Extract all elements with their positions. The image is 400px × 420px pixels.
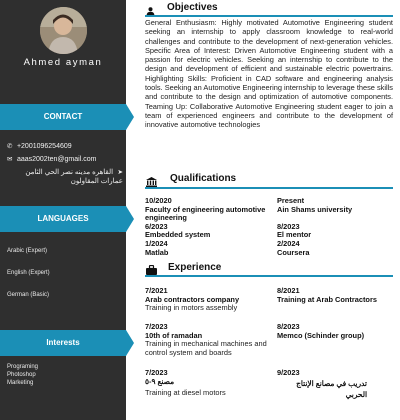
experience-date: 8/2021 bbox=[277, 286, 300, 295]
qualification-title: Ain Shams university bbox=[277, 204, 353, 214]
experience-date: 7/2021 bbox=[145, 286, 168, 295]
language-item: English (Expert) bbox=[7, 270, 50, 276]
experience-left-column bbox=[145, 369, 280, 398]
qualification-date: Present bbox=[277, 196, 305, 205]
address-item bbox=[7, 168, 123, 186]
experience-left-column bbox=[145, 323, 280, 357]
experience-date: 8/2023 bbox=[277, 322, 300, 331]
experience-right-column bbox=[277, 287, 395, 304]
email-icon: ✉ bbox=[7, 156, 13, 163]
qualification-date: 8/2023 bbox=[277, 221, 300, 231]
experience-title: Memco (Schinder group) bbox=[277, 330, 365, 340]
qualifications-divider bbox=[145, 187, 393, 189]
qualification-date: 6/2023 bbox=[145, 221, 168, 231]
experience-title: Arab contractors company bbox=[145, 294, 240, 304]
experience-title: 10th of ramadan bbox=[145, 330, 203, 340]
objectives-divider bbox=[145, 15, 393, 17]
experience-date: 7/2023 bbox=[145, 322, 168, 331]
interest-item: Marketing bbox=[7, 380, 34, 386]
institution-icon bbox=[146, 174, 157, 192]
qualification-title: Matlab bbox=[145, 247, 169, 257]
qualification-title: Embedded system bbox=[145, 230, 211, 240]
interests-list bbox=[7, 363, 38, 387]
experience-date: 7/2023 bbox=[145, 368, 168, 377]
phone-item bbox=[7, 142, 72, 150]
experience-title: Training at Arab Contractors bbox=[277, 294, 377, 304]
qualification-date: 10/2020 bbox=[145, 196, 172, 205]
contact-heading: CONTACT bbox=[0, 104, 126, 130]
experience-date: 9/2023 bbox=[277, 368, 300, 377]
language-item: Arabic (Expert) bbox=[7, 248, 48, 254]
qualification-date: 2/2024 bbox=[277, 238, 300, 248]
experience-right-column bbox=[277, 323, 395, 340]
qualification-title: El mentor bbox=[277, 230, 312, 240]
location-icon: ➤ bbox=[117, 169, 123, 176]
profile-photo bbox=[40, 7, 87, 54]
interest-item: Programing bbox=[7, 364, 39, 370]
qualifications-right-column bbox=[277, 197, 395, 257]
email-item[interactable] bbox=[7, 155, 96, 163]
objectives-heading: Objectives bbox=[167, 2, 218, 13]
phone-text: +2001096254609 bbox=[16, 143, 72, 150]
qualifications-heading: Qualifications bbox=[170, 173, 237, 184]
sidebar bbox=[0, 0, 126, 420]
address-text: القاهره مدينه نصر الحي الثامن عمارات المقاولون bbox=[25, 169, 123, 185]
experience-divider bbox=[145, 275, 393, 277]
experience-description: Training at diesel motors bbox=[145, 388, 226, 398]
qualification-title: Coursera bbox=[277, 247, 310, 257]
email-text[interactable]: aaas2002ten@gmail.com bbox=[16, 156, 97, 163]
profile-name: Ahmed ayman bbox=[23, 57, 103, 68]
objectives-text: General Enthusiasm: Highly motivated Automotive Engineering student seeking an internship to apply classroom knowledge to real-world challenges and contribute to the development of next-generation vehicles. Specific Area of Interest: Driven Automotive Engineering student with a passion for electric vehicles. Seeking an internship to contribute to the design and development of efficient and sustainable electric powertrains. Highlighting Skills: Proficient in CAD software and engineering analysis tools. Seeking an Automotive Engineering internship to leverage these skills and contribute to the design and optimization of automotive components. Teaming Up: Collaborative Automotive Engineering student eager to join a team of experienced engineers and contribute to the development of innovative automotive technologies bbox=[145, 18, 393, 130]
experience-description: Training in motors assembly bbox=[145, 303, 238, 313]
qualification-title: Faculty of engineering automotive engineering bbox=[145, 204, 266, 223]
experience-left-column bbox=[145, 287, 280, 313]
qualifications-left-column bbox=[145, 197, 277, 257]
phone-icon: ✆ bbox=[7, 143, 13, 150]
briefcase-icon bbox=[146, 262, 157, 280]
experience-description: Training in mechanical machines and control system and boards bbox=[145, 339, 267, 357]
experience-right-column bbox=[277, 369, 395, 400]
interest-item: Photoshop bbox=[7, 372, 36, 378]
experience-title: تدريب في مصانع الإنتاج الحربي bbox=[296, 378, 367, 399]
experience-heading: Experience bbox=[168, 262, 222, 273]
avatar bbox=[40, 7, 87, 54]
language-item: German (Basic) bbox=[7, 292, 50, 298]
qualification-date: 1/2024 bbox=[145, 238, 168, 248]
interests-heading: Interests bbox=[0, 330, 126, 356]
experience-title: مصنع ٩-٥ bbox=[145, 376, 175, 386]
languages-heading: LANGUAGES bbox=[0, 206, 126, 232]
